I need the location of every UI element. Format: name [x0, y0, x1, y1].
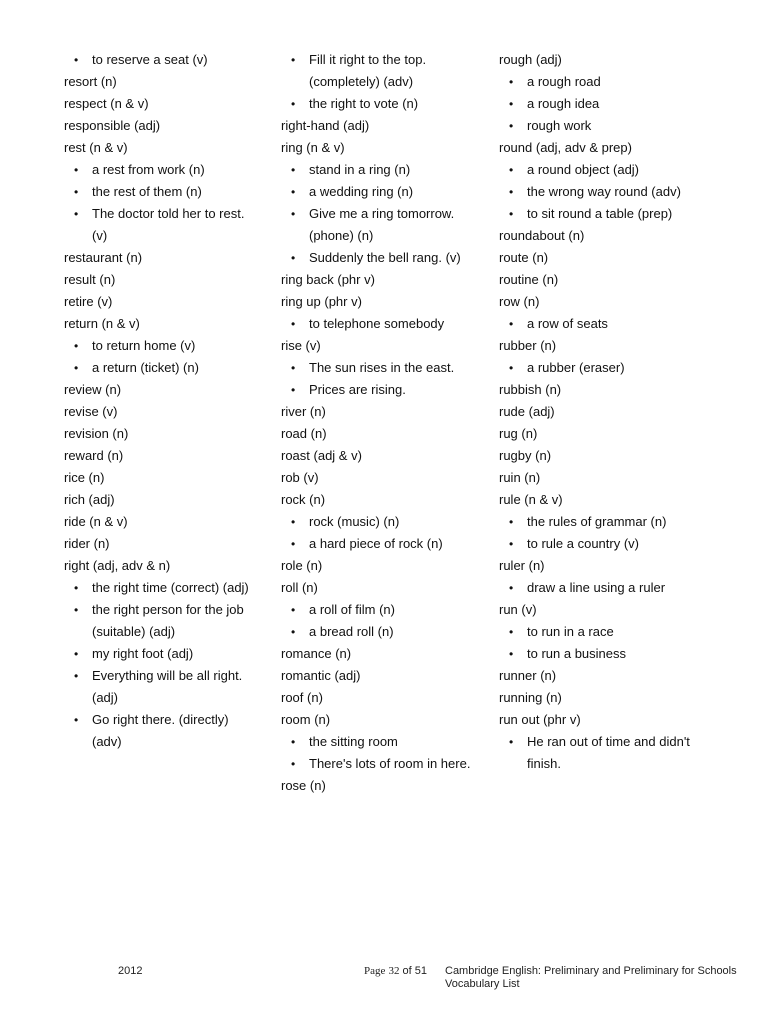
example-text: the right to vote (n) — [309, 96, 419, 111]
example-list-item — [499, 93, 739, 115]
example-text: to run a business — [527, 646, 627, 661]
example-list-item — [64, 357, 274, 379]
example-list-item — [64, 643, 274, 665]
example-text: a rough road — [527, 74, 601, 89]
bullet-icon: • — [291, 97, 296, 111]
example-text: the wrong way round (adv) — [527, 184, 681, 199]
headword-entry: rugby (n) — [499, 448, 552, 463]
bullet-icon: • — [291, 625, 296, 639]
bullet-icon: • — [291, 361, 296, 375]
example-text: Fill it right to the top. — [309, 52, 427, 67]
example-text: Everything will be all right. — [92, 668, 243, 683]
bullet-icon: • — [74, 361, 79, 375]
example-text: the right person for the job — [92, 602, 244, 617]
example-text: a row of seats — [527, 316, 608, 331]
bullet-icon: • — [291, 317, 296, 331]
example-text: (v) — [92, 228, 108, 243]
example-list-item — [499, 71, 739, 93]
bullet-icon: • — [74, 185, 79, 199]
headword-entry: round (adj, adv & prep) — [499, 140, 632, 155]
example-list-item — [64, 577, 274, 599]
bullet-icon: • — [74, 669, 79, 683]
headword-entry: return (n & v) — [64, 316, 140, 331]
headword-entry: romance (n) — [281, 646, 352, 661]
example-text: to return home (v) — [92, 338, 196, 353]
example-text: draw a line using a ruler — [527, 580, 666, 595]
example-text: Suddenly the bell rang. (v) — [309, 250, 461, 265]
example-list-item — [499, 643, 739, 665]
headword-entry: rubbish (n) — [499, 382, 562, 397]
headword-entry: roast (adj & v) — [281, 448, 362, 463]
headword-entry: rich (adj) — [64, 492, 115, 507]
example-text: a rough idea — [527, 96, 600, 111]
bullet-icon: • — [74, 603, 79, 617]
headword-entry: rest (n & v) — [64, 140, 128, 155]
vocabulary-column-2 — [281, 49, 493, 797]
example-list-item — [281, 621, 493, 643]
example-text: (phone) (n) — [309, 228, 374, 243]
example-text: the rest of them (n) — [92, 184, 202, 199]
example-text: (adv) — [92, 734, 122, 749]
headword-entry: ride (n & v) — [64, 514, 128, 529]
example-list-item — [281, 93, 493, 115]
example-list-item — [281, 247, 493, 269]
headword-entry: revision (n) — [64, 426, 129, 441]
footer-page-total: of 51 — [402, 965, 427, 977]
example-text: to sit round a table (prep) — [527, 206, 673, 221]
bullet-icon: • — [74, 163, 79, 177]
headword-entry: rug (n) — [499, 426, 538, 441]
footer-title-line-2: Vocabulary List — [445, 978, 520, 990]
headword-entry: result (n) — [64, 272, 116, 287]
headword-entry: romantic (adj) — [281, 668, 361, 683]
bullet-icon: • — [74, 647, 79, 661]
example-text: the right time (correct) (adj) — [92, 580, 249, 595]
headword-entry: resort (n) — [64, 74, 117, 89]
example-text: a round object (adj) — [527, 162, 640, 177]
bullet-icon: • — [291, 603, 296, 617]
example-list-item — [281, 49, 493, 93]
example-list-item — [64, 709, 274, 753]
footer-page-number — [364, 965, 427, 977]
example-text: to rule a country (v) — [527, 536, 639, 551]
bullet-icon: • — [509, 317, 514, 331]
headword-entry: right (adj, adv & n) — [64, 558, 171, 573]
example-list-item — [64, 49, 274, 71]
bullet-icon: • — [509, 75, 514, 89]
example-list-item — [281, 511, 493, 533]
bullet-icon: • — [291, 207, 296, 221]
example-list-item — [281, 357, 493, 379]
headword-entry: ruler (n) — [499, 558, 545, 573]
headword-entry: rule (n & v) — [499, 492, 563, 507]
bullet-icon: • — [291, 53, 296, 67]
example-text: The doctor told her to rest. — [92, 206, 245, 221]
example-list-item — [64, 159, 274, 181]
headword-entry: route (n) — [499, 250, 549, 265]
example-list-item — [499, 533, 739, 555]
example-list-item — [499, 731, 739, 775]
example-text: the rules of grammar (n) — [527, 514, 667, 529]
headword-entry: rough (adj) — [499, 52, 562, 67]
headword-entry: role (n) — [281, 558, 323, 573]
example-text: a rubber (eraser) — [527, 360, 625, 375]
headword-entry: room (n) — [281, 712, 331, 727]
example-text: a roll of film (n) — [309, 602, 395, 617]
example-list-item — [281, 533, 493, 555]
example-list-item — [499, 181, 739, 203]
headword-entry: road (n) — [281, 426, 327, 441]
example-list-item — [499, 115, 739, 137]
example-text: my right foot (adj) — [92, 646, 194, 661]
example-list-item — [281, 731, 493, 753]
example-text: a return (ticket) (n) — [92, 360, 199, 375]
headword-entry: ring back (phr v) — [281, 272, 375, 287]
example-list-item — [64, 599, 274, 643]
example-text: (adj) — [92, 690, 119, 705]
headword-entry: roll (n) — [281, 580, 318, 595]
example-list-item — [281, 379, 493, 401]
vocabulary-column-3 — [499, 49, 739, 775]
headword-entry: respect (n & v) — [64, 96, 149, 111]
headword-entry: river (n) — [281, 404, 326, 419]
example-list-item — [499, 357, 739, 379]
bullet-icon: • — [509, 647, 514, 661]
headword-entry: run out (phr v) — [499, 712, 581, 727]
example-text: (suitable) (adj) — [92, 624, 176, 639]
headword-entry: restaurant (n) — [64, 250, 143, 265]
bullet-icon: • — [509, 625, 514, 639]
bullet-icon: • — [509, 537, 514, 551]
footer-year: 2012 — [118, 965, 143, 977]
bullet-icon: • — [291, 515, 296, 529]
example-list-item — [499, 621, 739, 643]
example-list-item — [281, 753, 493, 775]
headword-entry: responsible (adj) — [64, 118, 161, 133]
headword-entry: runner (n) — [499, 668, 557, 683]
example-text: the sitting room — [309, 734, 398, 749]
example-list-item — [281, 159, 493, 181]
example-list-item — [499, 159, 739, 181]
headword-entry: roof (n) — [281, 690, 323, 705]
example-list-item — [281, 203, 493, 247]
example-text: (completely) (adv) — [309, 74, 414, 89]
headword-entry: retire (v) — [64, 294, 113, 309]
example-text: to reserve a seat (v) — [92, 52, 208, 67]
headword-entry: reward (n) — [64, 448, 124, 463]
example-text: rough work — [527, 118, 592, 133]
bullet-icon: • — [509, 163, 514, 177]
example-list-item — [281, 599, 493, 621]
example-list-item — [499, 511, 739, 533]
headword-entry: rise (v) — [281, 338, 321, 353]
example-list-item — [281, 181, 493, 203]
example-text: to telephone somebody — [309, 316, 445, 331]
bullet-icon: • — [509, 119, 514, 133]
bullet-icon: • — [509, 97, 514, 111]
bullet-icon: • — [509, 207, 514, 221]
footer-page-current: 32 — [388, 965, 400, 977]
example-text: Go right there. (directly) — [92, 712, 229, 727]
headword-entry: ring up (phr v) — [281, 294, 362, 309]
example-text: finish. — [527, 756, 561, 771]
bullet-icon: • — [291, 757, 296, 771]
bullet-icon: • — [291, 251, 296, 265]
bullet-icon: • — [291, 163, 296, 177]
bullet-icon: • — [74, 713, 79, 727]
bullet-icon: • — [74, 207, 79, 221]
headword-entry: ring (n & v) — [281, 140, 345, 155]
example-text: rock (music) (n) — [309, 514, 400, 529]
example-list-item — [499, 203, 739, 225]
bullet-icon: • — [74, 53, 79, 67]
headword-entry: run (v) — [499, 602, 537, 617]
example-text: Prices are rising. — [309, 382, 406, 397]
headword-entry: routine (n) — [499, 272, 559, 287]
example-text: Give me a ring tomorrow. — [309, 206, 455, 221]
headword-entry: rock (n) — [281, 492, 326, 507]
example-list-item — [64, 665, 274, 709]
headword-entry: rude (adj) — [499, 404, 555, 419]
example-list-item — [64, 181, 274, 203]
example-text: He ran out of time and didn't — [527, 734, 690, 749]
headword-entry: rob (v) — [281, 470, 319, 485]
example-list-item — [281, 313, 493, 335]
footer-document-title — [445, 965, 755, 991]
headword-entry: right-hand (adj) — [281, 118, 370, 133]
example-list-item — [64, 335, 274, 357]
headword-entry: rose (n) — [281, 778, 326, 793]
headword-entry: review (n) — [64, 382, 122, 397]
example-text: a rest from work (n) — [92, 162, 205, 177]
example-text: stand in a ring (n) — [309, 162, 411, 177]
headword-entry: rider (n) — [64, 536, 110, 551]
example-text: a bread roll (n) — [309, 624, 394, 639]
bullet-icon: • — [509, 735, 514, 749]
headword-entry: row (n) — [499, 294, 540, 309]
example-text: to run in a race — [527, 624, 614, 639]
example-text: There's lots of room in here. — [309, 756, 471, 771]
headword-entry: rice (n) — [64, 470, 105, 485]
example-text: a wedding ring (n) — [309, 184, 414, 199]
bullet-icon: • — [291, 735, 296, 749]
footer-title-line-1: Cambridge English: Preliminary and Preliminary for Schools — [445, 965, 737, 977]
bullet-icon: • — [291, 383, 296, 397]
footer-page-word: Page — [364, 965, 386, 977]
bullet-icon: • — [509, 361, 514, 375]
headword-entry: ruin (n) — [499, 470, 541, 485]
example-list-item — [499, 577, 739, 599]
headword-entry: roundabout (n) — [499, 228, 585, 243]
vocabulary-column-1 — [64, 49, 274, 753]
headword-entry: running (n) — [499, 690, 562, 705]
example-list-item — [64, 203, 274, 247]
bullet-icon: • — [74, 581, 79, 595]
headword-entry: revise (v) — [64, 404, 118, 419]
bullet-icon: • — [291, 537, 296, 551]
bullet-icon: • — [509, 581, 514, 595]
bullet-icon: • — [74, 339, 79, 353]
example-text: The sun rises in the east. — [309, 360, 455, 375]
example-list-item — [499, 313, 739, 335]
bullet-icon: • — [291, 185, 296, 199]
bullet-icon: • — [509, 515, 514, 529]
headword-entry: rubber (n) — [499, 338, 557, 353]
example-text: a hard piece of rock (n) — [309, 536, 443, 551]
bullet-icon: • — [509, 185, 514, 199]
